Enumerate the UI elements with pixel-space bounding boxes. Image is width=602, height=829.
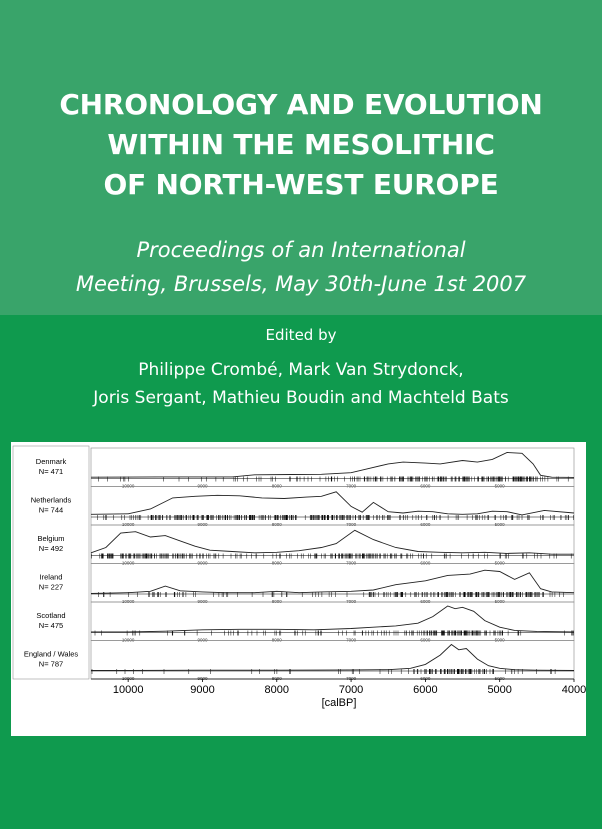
panel-year-label: 10000	[121, 522, 135, 527]
x-tick-label: 10000	[112, 684, 144, 696]
panel-year-label: 5000	[494, 483, 505, 489]
panel-year-label: 7000	[346, 676, 357, 681]
panel-year-label: 9000	[197, 483, 208, 489]
panel-frame	[91, 602, 574, 641]
panel-year-label: 5000	[494, 676, 505, 681]
panel-year-label: 10000	[121, 560, 135, 566]
panel-year-label: 8000	[271, 522, 282, 527]
editors-line-1: Philippe Crombé, Mark Van Strydonck,	[138, 360, 464, 380]
series-name-label: Belgium	[37, 534, 65, 543]
panel-year-label: 7000	[346, 483, 357, 489]
panel-year-label: 8000	[271, 599, 282, 604]
series-curve	[91, 453, 574, 478]
panel-year-label: 6000	[420, 560, 431, 566]
panel-year-label: 8000	[271, 676, 282, 681]
series-curve	[91, 606, 574, 632]
title-line-2: WITHIN THE MESOLITHIC	[107, 128, 495, 161]
subtitle-line-2: Meeting, Brussels, May 30th-June 1st 2007	[75, 272, 527, 296]
panel-year-label: 5000	[494, 522, 505, 527]
series-name-label: Ireland	[39, 572, 63, 582]
series-n-label: N= 787	[38, 659, 64, 669]
series-name-label: England / Wales	[23, 649, 79, 659]
label-column	[13, 446, 89, 679]
x-tick-label: 5000	[487, 684, 512, 696]
panel-year-label: 6000	[420, 599, 431, 604]
x-axis-label: [calBP]	[321, 697, 357, 709]
x-tick-label: 9000	[190, 684, 215, 696]
panel-year-label: 5000	[494, 637, 505, 643]
panel-year-label: 9000	[197, 676, 208, 681]
x-tick-label: 4000	[561, 684, 586, 696]
series-n-label: N= 744	[38, 505, 64, 515]
panel-year-label: 6000	[420, 637, 431, 643]
series-name-label: Netherlands	[30, 495, 72, 505]
title-line-1: CHRONOLOGY AND EVOLUTION	[59, 88, 543, 121]
subtitle-line-1: Proceedings of an International	[136, 238, 466, 262]
panel-frame	[91, 641, 574, 680]
panel-year-label: 9000	[197, 599, 208, 604]
panel-year-label: 10000	[121, 676, 135, 681]
series-n-label: N= 492	[38, 544, 64, 553]
x-tick-label: 8000	[264, 684, 290, 696]
series-curve	[91, 530, 574, 554]
panel-year-label: 10000	[121, 483, 135, 489]
series-curve	[91, 645, 574, 671]
series-n-label: N= 475	[38, 621, 64, 630]
panel-year-label: 7000	[346, 599, 357, 604]
panel-year-label: 6000	[420, 483, 431, 489]
radiocarbon-chart-figure	[11, 442, 586, 736]
panel-year-label: 8000	[271, 560, 282, 566]
panel-year-label: 7000	[346, 522, 357, 527]
panel-year-label: 8000	[271, 637, 282, 643]
x-tick-label: 7000	[338, 684, 364, 696]
series-curve	[91, 570, 574, 593]
panel-year-label: 6000	[420, 676, 431, 681]
panel-year-label: 5000	[494, 599, 505, 604]
series-curve	[91, 492, 574, 515]
panel-year-label: 8000	[271, 483, 282, 489]
panel-year-label: 10000	[121, 637, 135, 643]
series-name-label: Denmark	[35, 457, 67, 466]
panel-year-label: 7000	[346, 637, 357, 643]
title-line-3: OF NORTH-WEST EUROPE	[103, 168, 499, 201]
panel-year-label: 9000	[197, 560, 208, 566]
editors-line-2: Joris Sergant, Mathieu Boudin and Machteld Bats	[93, 388, 509, 408]
panel-year-label: 9000	[197, 522, 208, 527]
edited-by-label: Edited by	[265, 326, 337, 344]
panel-year-label: 10000	[121, 599, 135, 604]
panel-year-label: 5000	[494, 560, 505, 566]
panel-year-label: 7000	[346, 560, 357, 566]
series-name-label: Scotland	[36, 611, 66, 620]
panel-year-label: 9000	[197, 637, 208, 643]
radiocarbon-chart	[11, 442, 586, 736]
series-n-label: N= 471	[38, 467, 64, 476]
panel-year-label: 6000	[420, 522, 431, 527]
x-tick-label: 6000	[413, 684, 438, 696]
series-n-label: N= 227	[38, 582, 64, 592]
